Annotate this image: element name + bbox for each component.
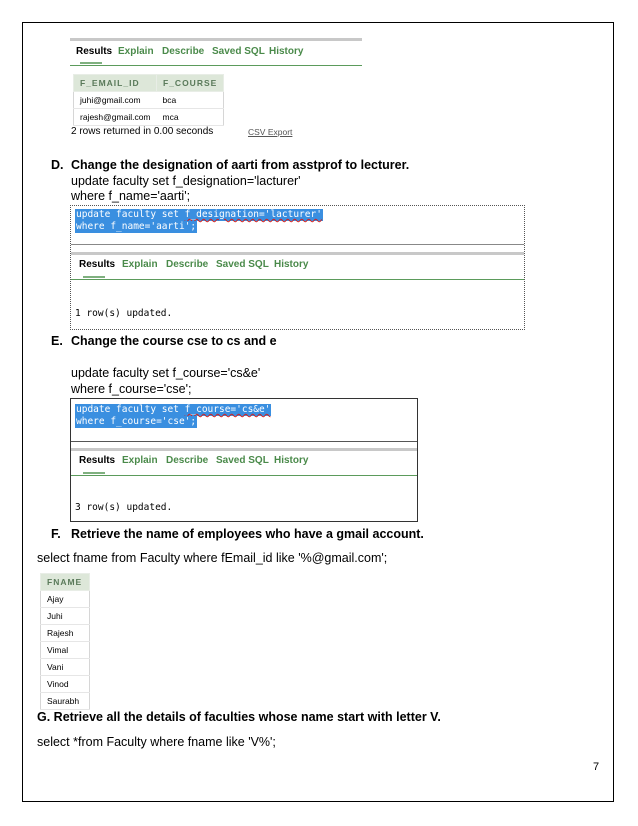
tab-results[interactable]: Results [76, 46, 113, 57]
section-f-heading: F. Retrieve the name of employees who have a gmail account. [51, 527, 424, 541]
table-cell: mca [157, 109, 224, 126]
table-row [41, 625, 90, 642]
tab-explain[interactable]: Explain [122, 455, 158, 466]
table-row [41, 693, 90, 710]
tab-describe[interactable]: Describe [166, 259, 209, 270]
section-e-heading: E. Change the course cse to cs and e [51, 334, 277, 348]
table-cell: Saurabh [41, 693, 90, 710]
tab-explain[interactable]: Explain [122, 259, 158, 270]
tab-results[interactable]: Results [79, 455, 116, 466]
sql-editor-line-2[interactable]: where f_name='aarti'; [76, 221, 197, 232]
sql-editor-line-1[interactable]: update faculty set f_course='cs&e' [76, 404, 271, 415]
column-header[interactable]: F_EMAIL_ID [74, 75, 157, 92]
section-f-sql: select fname from Faculty where fEmail_id like '%@gmail.com'; [37, 551, 388, 565]
tab-describe[interactable]: Describe [166, 455, 209, 466]
table-cell: Juhi [41, 608, 90, 625]
column-header[interactable]: F_COURSE [157, 75, 224, 92]
update-output: 3 row(s) updated. [75, 502, 173, 513]
column-header[interactable]: FNAME [41, 574, 90, 591]
table-cell: rajesh@gmail.com [74, 109, 157, 126]
sql-editor-line-2[interactable]: where f_course='cse'; [76, 416, 197, 427]
tab-results[interactable]: Results [79, 259, 116, 270]
tab-explain[interactable]: Explain [118, 46, 154, 57]
tab-saved-sql[interactable]: Saved SQL [212, 46, 265, 57]
page-number: 7 [593, 761, 600, 773]
section-d-heading: D. Change the designation of aarti from asstprof to lecturer. [51, 158, 410, 172]
sql-workshop-panel-e [70, 398, 418, 522]
section-g-sql: select *from Faculty where fname like 'V%'; [37, 735, 276, 749]
table-row [41, 591, 90, 608]
table-cell: Rajesh [41, 625, 90, 642]
result-tabs-e [71, 448, 417, 468]
table-cell: Ajay [41, 591, 90, 608]
tab-history[interactable]: History [269, 46, 304, 57]
result-table-1 [73, 74, 224, 126]
table-row [74, 109, 224, 126]
table-cell: Vani [41, 659, 90, 676]
rows-returned-status: 2 rows returned in 0.00 seconds [71, 126, 214, 137]
table-row [41, 642, 90, 659]
csv-export-link[interactable]: CSV Export [248, 127, 293, 137]
result-tabs-1 [70, 38, 362, 58]
table-cell: Vimal [41, 642, 90, 659]
table-row [74, 92, 224, 109]
table-row [41, 659, 90, 676]
fname-result-table [40, 573, 90, 710]
sql-editor-line-1[interactable]: update faculty set f_designation='lacturer' [76, 209, 322, 220]
tab-describe[interactable]: Describe [162, 46, 205, 57]
table-cell: Vinod [41, 676, 90, 693]
table-cell: juhi@gmail.com [74, 92, 157, 109]
tab-history[interactable]: History [274, 259, 309, 270]
section-e-sql-line-1: update faculty set f_course='cs&e' [71, 366, 261, 380]
tab-saved-sql[interactable]: Saved SQL [216, 455, 269, 466]
result-panel-1 [70, 38, 362, 144]
section-d-sql-line-1: update faculty set f_designation='lacturer' [71, 174, 301, 188]
sql-workshop-panel-d [70, 205, 525, 330]
table-row [41, 608, 90, 625]
tab-history[interactable]: History [274, 455, 309, 466]
section-d-sql-line-2: where f_name='aarti'; [71, 189, 191, 203]
section-g-heading: G. Retrieve all the details of faculties whose name start with letter V. [37, 710, 441, 724]
update-output: 1 row(s) updated. [75, 308, 173, 319]
tab-saved-sql[interactable]: Saved SQL [216, 259, 269, 270]
section-e-sql-line-2: where f_course='cse'; [71, 382, 192, 396]
table-cell: bca [157, 92, 224, 109]
result-tabs-d [71, 252, 524, 272]
table-row [41, 676, 90, 693]
